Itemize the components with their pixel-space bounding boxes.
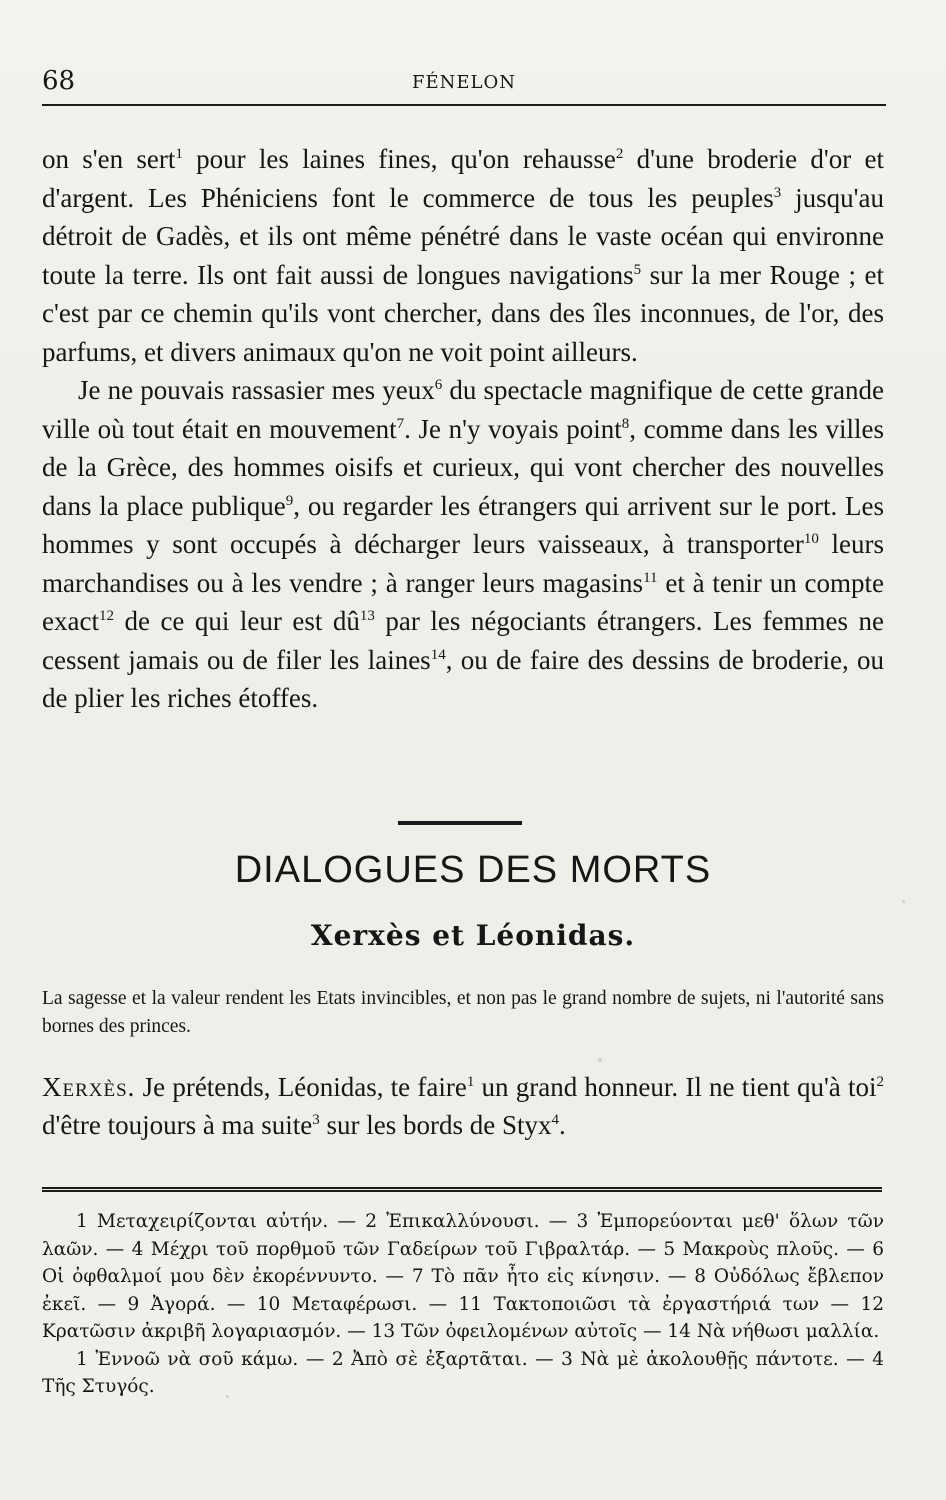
footnote-ref: 3 bbox=[312, 1112, 320, 1128]
footnotes bbox=[42, 1208, 884, 1401]
footnote-ref: 12 bbox=[98, 608, 114, 624]
footnote-ref: 7 bbox=[396, 415, 405, 432]
paper-speck bbox=[226, 1395, 229, 1398]
dialogue-title: Xerxès et Léonidas. bbox=[310, 919, 636, 952]
footnote-ref: 3 bbox=[773, 184, 782, 201]
footnote-ref: 2 bbox=[876, 1074, 884, 1090]
running-title: FÉNELON bbox=[412, 72, 516, 93]
section-divider bbox=[398, 821, 522, 825]
main-text bbox=[42, 140, 884, 718]
footnote-ref: 5 bbox=[633, 261, 642, 278]
footnote-ref: 14 bbox=[430, 646, 446, 663]
paragraph-1: on s'en sert$^1$ pour les laines fines, qu'on rehausse$^2$ d'une broderie d'or et d'argent. Les Phéniciens font le commerce de tous les peuples$^3$ jusqu'au détroit de Gadès, et ils ont même pénétré dans le vaste océan qui environne toute la terre. Ils ont fait aussi de longues navigations$^5$ sur la mer Rouge ; et c'est par ce chemin qu'ils vont chercher, dans des îles inconnues, de l'or, des parfums, et divers animaux qu'on ne voit point ailleurs. bbox=[42, 144, 884, 367]
footnote-ref: 2 bbox=[615, 146, 624, 162]
footnote-ref: 1 bbox=[466, 1074, 475, 1090]
dialogue-text: Xerxès. Je prétends, Léonidas, te faire$^1$ un grand honneur. Il ne tient qu'à toi$^2$ d'être toujours à ma suite$^3$ sur les bords de Styx$^4$. bbox=[42, 1072, 884, 1140]
footnote-ref: 6 bbox=[434, 377, 443, 393]
section-title: DIALOGUES DES MORTS bbox=[234, 849, 712, 891]
footnote-ref: 10 bbox=[803, 531, 819, 547]
footnote-ref: 8 bbox=[621, 415, 630, 432]
footnotes-group-1: 1 Μεταχειρίζονται αὐτήν. — 2 Ἐπικαλλύνουσι. — 3 Ἐμπορεύονται μεθ' ὅλων τῶν λαῶν. — 4 Μέχρι τοῦ πορθμοῦ τῶν Γαδείρων τοῦ Γιβραλτάρ. — 5 Μακροὺς πλοῦς. — 6 Οἱ ὀφθαλμοί μου δὲν ἐκορέννυντο. — 7 Τὸ πᾶν ἦτο εἰς κίνησιν. — 8 Οὐδόλως ἔβλεπον ἐκεῖ. — 9 Ἀγορά. — 10 Μεταφέρωσι. — 11 Τακτοποιῶσι τὰ ἐργαστήριά των — 12 Κρατῶσιν ἀκριβῆ λογαριασμόν. — 13 Τῶν ὀφειλομένων αὐτοῖς — 14 Νὰ νήθωσι μαλλία. bbox=[42, 1211, 884, 1342]
page-number: 68 bbox=[42, 66, 76, 96]
footnote-ref: 9 bbox=[285, 492, 294, 509]
footnote-ref: 11 bbox=[643, 569, 658, 586]
footnote-ref: 1 bbox=[175, 146, 183, 162]
paper-speck bbox=[598, 1058, 602, 1062]
page-header bbox=[42, 66, 886, 106]
paper-speck bbox=[902, 900, 905, 903]
footnote-ref: 4 bbox=[551, 1112, 560, 1128]
argument-summary: La sagesse et la valeur rendent les Etats invincibles, et non pas le grand nombre de sujets, ni l'autorité sans bornes des princes. bbox=[42, 988, 884, 1037]
speaker-name: Xerxès. bbox=[42, 1072, 136, 1102]
footnote-ref: 13 bbox=[359, 608, 375, 624]
footnote-divider bbox=[42, 1187, 882, 1192]
footnotes-group-2: 1 Ἐννοῶ νὰ σοῦ κάμω. — 2 Ἀπὸ σὲ ἐξαρτᾶται. — 3 Νὰ μὲ ἀκολουθῇς πάντοτε. — 4 Τῆς Στυγός. bbox=[42, 1348, 884, 1397]
paragraph-2: Je ne pouvais rassasier mes yeux$^6$ du spectacle magnifique de cette grande ville où tout était en mouvement$^7$. Je n'y voyais point$^8$, comme dans les villes de la Grèce, des hommes oisifs et curieux, qui vont chercher des nouvelles dans la place publique$^9$, ou regarder les étrangers qui arrivent sur le port. Les hommes y sont occupés à décharger leurs vaisseaux, à transporter$^{10}$ leurs marchandises ou à les vendre ; à ranger leurs magasins$^{11}$ et à tenir un compte exact$^{12}$ de ce qui leur est $dû^{13}$ par les négociants étrangers. Les femmes ne cessent jamais ou de filer les laines$^{14}$, ou de faire des dessins de broderie, ou de plier les riches étoffes. bbox=[42, 375, 885, 713]
